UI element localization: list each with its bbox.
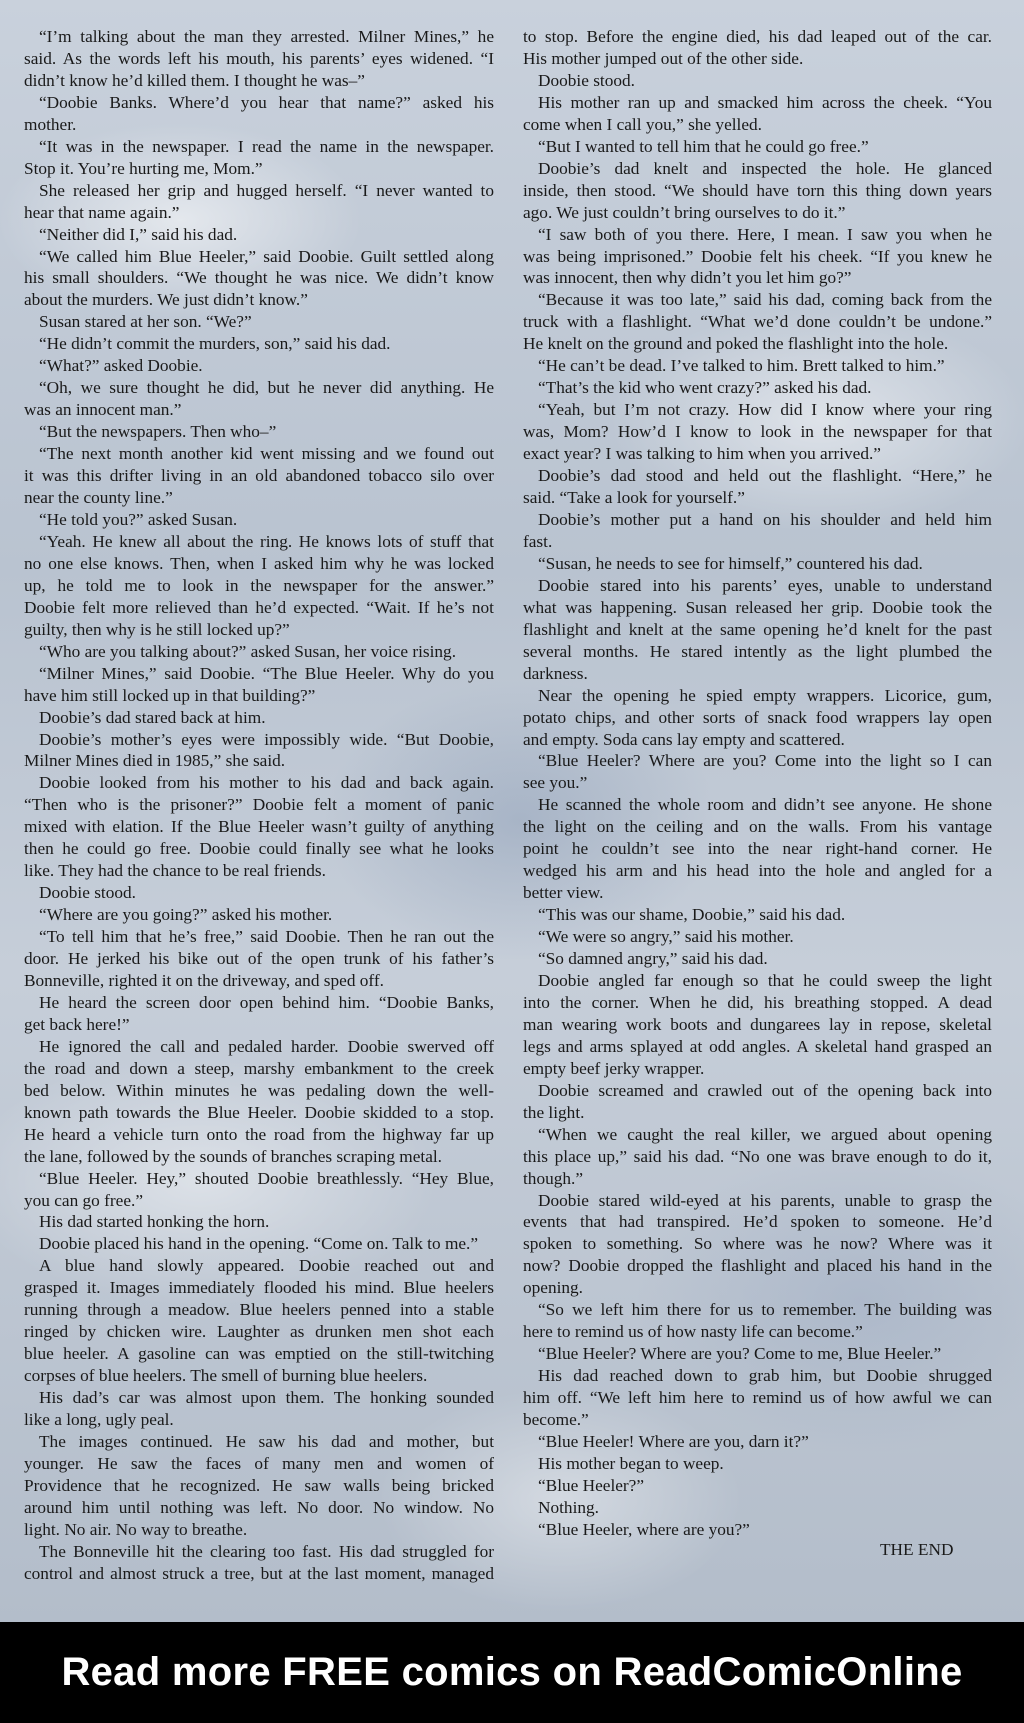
text-line: “Blue Heeler! Where are you, darn it?” (538, 1432, 809, 1451)
text-line: up, he told me to look in the newspaper for the answer.” (24, 575, 494, 595)
text-line: “That’s the kid who went crazy?” asked his dad. (538, 378, 872, 398)
text-line: His dad’s car was almost upon them. The honking sounded (39, 1388, 494, 1408)
text-line: better view. (523, 883, 604, 903)
text-line: “He didn’t commit the murders, son,” said his dad. (39, 334, 391, 354)
text-line: corpses of blue heelers. The smell of burning blue heelers. (24, 1366, 428, 1386)
text-line: “He can’t be dead. I’ve talked to him. Brett talked to him.” (538, 356, 945, 376)
text-line: Doobie stood. (39, 883, 136, 903)
text-line: light. No air. No way to breathe. (24, 1519, 248, 1539)
text-line: “Neither did I,” said his dad. (39, 224, 238, 244)
text-line: man wearing work boots and dungarees lay in repose, skeletal (523, 1014, 992, 1034)
text-line: guilty, then why is he still locked up?” (24, 619, 290, 639)
text-line: Near the opening he spied empty wrappers. Licorice, gum, (538, 685, 992, 705)
text-line: spoken to something. So where was he now? Where was it (523, 1234, 992, 1254)
text-line: “So damned angry,” said his dad. (538, 949, 768, 969)
text-line: Doobie’s dad stood and held out the flashlight. “Here,” he (538, 466, 992, 486)
text-line: bed below. Within minutes he was pedaling down the well- (24, 1080, 494, 1100)
text-line: wedged his arm and his head into the hole and angled for a (523, 861, 992, 881)
text-line: Nothing. (538, 1497, 599, 1517)
text-line: known path towards the Blue Heeler. Doobie skidded to a stop. (24, 1102, 494, 1122)
text-line: fast. (523, 531, 553, 551)
text-line: “He told you?” asked Susan. (39, 509, 238, 529)
text-line: running through a meadow. Blue heelers penned into a stable (24, 1300, 494, 1320)
text-line: like. They had the chance to be real friends. (24, 861, 326, 881)
text-line: what was happening. Susan released her grip. Doobie took the (523, 597, 992, 617)
text-line: He heard the screen door open behind him. “Doobie Banks, (39, 992, 494, 1012)
text-line: Stop it. You’re hurting me, Mom.” (24, 158, 263, 178)
text-line: He knelt on the ground and poked the flashlight into the hole. (523, 334, 949, 354)
text-line: though.” (523, 1168, 583, 1188)
text-line: become.” (523, 1410, 589, 1430)
text-line: was, Mom? How’d I know to look in the newspaper for that (523, 422, 992, 442)
text-line: hear that name again.” (24, 202, 180, 222)
text-line: control and almost struck a tree, but at the last moment, managed (24, 1563, 494, 1583)
text-line: He ignored the call and pedaled harder. Doobie swerved off (39, 1036, 494, 1056)
text-line: door. He jerked his bike out of the open trunk of his father’s (24, 949, 494, 969)
text-line: “Blue Heeler? Where are you? Come to me, Blue Heeler.” (538, 1344, 942, 1364)
text-line: several months. He stared intently as the light plumbed the (523, 641, 992, 661)
text-line: “Then who is the prisoner?” Doobie felt a moment of panic (24, 795, 494, 815)
text-line: “I’m talking about the man they arrested. Milner Mines,” he (39, 27, 494, 46)
text-line: “The next month another kid went missing and we found out (39, 444, 494, 464)
text-line: events that had transpired. He’d spoken to someone. He’d (523, 1212, 992, 1232)
text-line: him off. “We left him here to remind us of how awful we can (523, 1388, 992, 1408)
text-line: “Doobie Banks. Where’d you hear that name?” asked his (39, 92, 494, 112)
promo-banner-text[interactable]: Read more FREE comics on ReadComicOnline (61, 1650, 963, 1694)
text-line: Doobie felt more relieved than he’d expected. “Wait. If he’s not (24, 597, 494, 617)
text-line: Doobie looked from his mother to his dad and back again. (39, 773, 494, 793)
text-line: “Yeah, but I’m not crazy. How did I know where your ring (538, 400, 992, 420)
text-line: “Blue Heeler, where are you?” (538, 1519, 750, 1539)
text-line: about the murders. We just didn’t know.” (24, 290, 308, 310)
text-line: said. “Take a look for yourself.” (523, 488, 745, 508)
text-line: legs and arms splayed at odd angles. A skeletal hand grasped an (523, 1036, 992, 1056)
text-line: blue heeler. A gasoline can was emptied on the still-twitching (24, 1344, 494, 1364)
text-line: mixed with elation. If the Blue Heeler wasn’t guilty of anything (24, 817, 494, 837)
left-text-column (24, 26, 494, 1585)
text-line: Doobie’s mother’s eyes were impossibly wide. “But Doobie, (39, 729, 494, 749)
text-line: now? Doobie dropped the flashlight and placed his hand in the (523, 1256, 992, 1276)
text-line: “Oh, we sure thought he did, but he never did anything. He (39, 378, 494, 398)
text-line: to stop. Before the engine died, his dad leaped out of the car. (523, 27, 992, 46)
text-line: “To tell him that he’s free,” said Doobie. Then he ran out the (39, 927, 494, 947)
text-line: His dad reached down to grab him, but Doobie shrugged (538, 1366, 992, 1386)
text-line: She released her grip and hugged herself. “I never wanted to (39, 180, 494, 200)
text-line: this place up,” said his dad. “No one was brave enough to do it, (523, 1146, 992, 1166)
text-line: and empty. Soda cans lay empty and scattered. (523, 729, 845, 749)
text-line: “This was our shame, Doobie,” said his dad. (538, 905, 846, 925)
text-line: Doobie’s dad knelt and inspected the hole. He glanced (538, 158, 992, 178)
text-line: empty beef jerky wrapper. (523, 1058, 705, 1078)
text-line: The images continued. He saw his dad and mother, but (39, 1432, 494, 1451)
text-line: He scanned the whole room and didn’t see anyone. He shone (538, 795, 992, 815)
text-line: “Who are you talking about?” asked Susan, her voice rising. (39, 641, 457, 661)
text-line: the light. (523, 1102, 585, 1122)
text-line: near the county line.” (24, 488, 173, 508)
text-line: “Where are you going?” asked his mother. (39, 905, 333, 925)
text-line: around him until nothing was left. No door. No window. No (24, 1497, 494, 1517)
text-line: Providence that he recognized. He saw walls being bricked (24, 1475, 494, 1495)
text-line: mother. (24, 114, 77, 134)
text-line: The Bonneville hit the clearing too fast. His dad struggled for (39, 1541, 494, 1561)
text-line: point he couldn’t see into the near right-hand corner. He (523, 839, 992, 859)
text-line: Doobie stared wild-eyed at his parents, unable to grasp the (538, 1190, 992, 1210)
text-line: the lane, followed by the sounds of branches scraping metal. (24, 1146, 442, 1166)
text-line: Doobie stared into his parents’ eyes, unable to understand (538, 575, 992, 595)
text-line: “When we caught the real killer, we argued about opening (538, 1124, 992, 1144)
text-line: was an innocent man.” (24, 400, 182, 420)
text-line: his small shoulders. “We thought he was nice. We didn’t know (24, 268, 494, 288)
text-line: get back here!” (24, 1014, 130, 1034)
text-line: “We were so angry,” said his mother. (538, 927, 794, 947)
text-line: “Because it was too late,” said his dad, coming back from the (538, 290, 992, 310)
text-line: inside, then stood. “We should have torn this thing down years (523, 180, 992, 200)
text-line: His mother jumped out of the other side. (523, 48, 804, 68)
text-line: was being imprisoned.” Doobie felt his cheek. “If you knew he (523, 246, 992, 266)
text-line: potato chips, and other sorts of snack food wrappers lay open (523, 707, 992, 727)
text-line: “Susan, he needs to see for himself,” countered his dad. (538, 553, 923, 573)
text-line: no one else knows. Then, when I asked him why he was locked (24, 553, 494, 573)
text-line: darkness. (523, 663, 588, 683)
text-line: the road and down a steep, marshy embankment to the creek (24, 1058, 494, 1078)
text-line: see you.” (523, 773, 588, 793)
text-line: opening. (523, 1278, 583, 1298)
text-line: grasped it. Images immediately flooded his mind. Blue heelers (24, 1278, 494, 1298)
text-line: “Blue Heeler?” (538, 1475, 645, 1495)
text-line: Bonneville, righted it on the driveway, and sped off. (24, 970, 384, 990)
text-line: ago. We just couldn’t bring ourselves to do it.” (523, 202, 846, 222)
text-line: flashlight and knelt at the same opening he’d knelt for the past (523, 619, 992, 639)
text-line: “But the newspapers. Then who–” (39, 422, 277, 442)
text-line: “Yeah. He knew all about the ring. He knows lots of stuff that (39, 531, 494, 551)
text-line: was innocent, then why didn’t you let him go?” (523, 268, 852, 288)
text-line: A blue hand slowly appeared. Doobie reached out and (39, 1256, 494, 1276)
text-line: Doobie’s mother put a hand on his shoulder and held him (538, 509, 992, 529)
text-line: “We called him Blue Heeler,” said Doobie. Guilt settled along (39, 246, 494, 266)
text-line: He heard a vehicle turn onto the road from the highway far up (24, 1124, 494, 1144)
text-line: His mother began to weep. (538, 1453, 724, 1473)
text-line: here to remind us of how nasty life can become.” (523, 1322, 863, 1342)
text-line: it was this drifter living in an old abandoned tobacco silo over (24, 466, 494, 486)
text-line: younger. He saw the faces of many men and women of (24, 1453, 494, 1473)
text-line: ringed by chicken wire. Laughter as drunken men shot each (24, 1322, 494, 1342)
text-line: have him still locked up in that building?” (24, 685, 316, 705)
text-line: Doobie angled far enough so that he could sweep the light (538, 970, 992, 990)
text-line: Doobie placed his hand in the opening. “Come on. Talk to me.” (39, 1234, 479, 1254)
text-line: exact year? I was talking to him when you arrived.” (523, 444, 881, 464)
text-line: said. As the words left his mouth, his parents’ eyes widened. “I (24, 48, 494, 68)
the-end-label: THE END (880, 1540, 954, 1559)
text-line: the light on the ceiling and on the walls. From his vantage (523, 817, 992, 837)
text-line: “It was in the newspaper. I read the name in the newspaper. (39, 136, 494, 156)
text-line: into the corner. When he did, his breathing stopped. A dead (523, 992, 992, 1012)
text-line: “Milner Mines,” said Doobie. “The Blue Heeler. Why do you (39, 663, 494, 683)
text-line: come when I call you,” she yelled. (523, 114, 762, 134)
text-line: “I saw both of you there. Here, I mean. I saw you when he (538, 224, 992, 244)
text-line: Doobie’s dad stared back at him. (39, 707, 266, 727)
text-line: “So we left him there for us to remember. The building was (538, 1300, 992, 1320)
text-line: His dad started honking the horn. (39, 1212, 270, 1232)
text-line: Milner Mines died in 1985,” she said. (24, 751, 286, 771)
text-line: like a long, ugly peal. (24, 1410, 174, 1430)
text-line: His mother ran up and smacked him across the cheek. “You (538, 92, 992, 112)
text-line: “But I wanted to tell him that he could go free.” (538, 136, 869, 156)
text-line: “Blue Heeler. Hey,” shouted Doobie breathlessly. “Hey Blue, (39, 1168, 494, 1188)
text-line: didn’t know he’d killed them. I thought he was–” (24, 70, 365, 90)
promo-banner[interactable] (0, 1622, 1024, 1723)
text-line: Doobie screamed and crawled out of the opening back into (538, 1080, 992, 1100)
text-line: you can go free.” (24, 1190, 143, 1210)
text-line: “What?” asked Doobie. (39, 356, 203, 376)
text-line: truck with a flashlight. “What we’d done couldn’t be undone.” (523, 312, 992, 332)
text-line: Doobie stood. (538, 70, 635, 90)
text-line: “Blue Heeler? Where are you? Come into the light so I can (538, 751, 992, 771)
text-line: Susan stared at her son. “We?” (39, 312, 252, 332)
right-text-column (523, 26, 992, 1541)
text-line: then he could go free. Doobie could finally see what he looks (24, 839, 494, 859)
